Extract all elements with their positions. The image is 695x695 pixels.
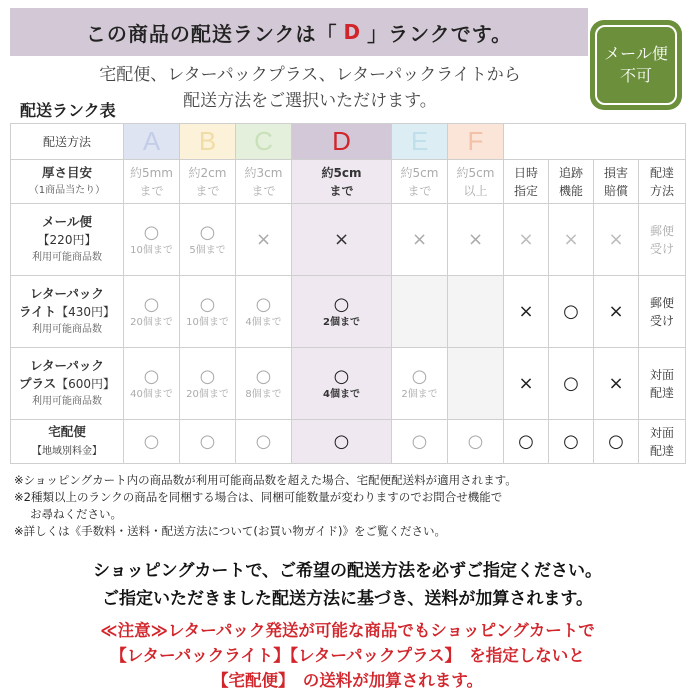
item-count: 10個まで (186, 316, 229, 328)
availability-mark: ○ (411, 430, 428, 452)
cell-c (236, 348, 292, 420)
thickness-a (124, 160, 180, 204)
badge-line1: メール便 (604, 44, 668, 63)
thickness-value: 約5cm (400, 165, 439, 180)
extra-header-l2: 機能 (558, 183, 583, 198)
thickness-value: 約5mm (129, 165, 173, 180)
row-price-line (11, 375, 123, 393)
availability-mark: ○ (143, 293, 160, 315)
row-price-prefix: ライト (18, 303, 57, 319)
rank-b-header (180, 124, 236, 160)
thickness-qualifier: まで (407, 183, 432, 198)
row-sub: 利用可能商品数 (32, 395, 102, 407)
extra-header-l2: 方法 (649, 183, 674, 198)
rank-banner-suffix: 」ランクです。 (367, 21, 513, 46)
extra-header-l2: 指定 (513, 183, 538, 198)
availability-mark: ○ (467, 430, 484, 452)
warning-line2: 【レターパックライト】【レターパックプラス】 を指定しないと (110, 646, 585, 665)
feature-mark: × (518, 372, 534, 394)
method-label: 配送方法 (42, 135, 91, 149)
availability-mark: ○ (333, 365, 350, 387)
thickness-f (448, 160, 504, 204)
availability-mark: ○ (199, 430, 216, 452)
delivery-method (639, 276, 686, 348)
item-count: 2個まで (323, 316, 360, 328)
availability-mark: ○ (143, 221, 160, 243)
warning-message (10, 618, 685, 693)
feature-mark: ○ (563, 372, 579, 394)
delivery-l1: 郵便 (649, 295, 674, 310)
extra-0 (504, 276, 549, 348)
availability-mark: ○ (255, 293, 272, 315)
feature-mark: × (608, 228, 624, 250)
delivery-l1: 対面 (649, 425, 674, 440)
row-price: 【430円】 (56, 304, 116, 319)
feature-mark: × (518, 228, 534, 250)
thickness-qualifier: まで (195, 183, 220, 198)
rank-a-header (124, 124, 180, 160)
mail-not-available-badge (590, 20, 682, 110)
row-price-prefix: プラス (18, 375, 57, 391)
thickness-sub: （1商品当たり） (28, 184, 106, 196)
cell-d (292, 276, 392, 348)
item-count: 4個まで (323, 388, 360, 400)
method-label-cell (11, 124, 124, 160)
table-title: 配送ランク表 (20, 101, 116, 120)
cell-d (292, 204, 392, 276)
cell-a (124, 204, 180, 276)
feature-mark: × (518, 300, 534, 322)
rank-banner-rank: D (343, 20, 362, 44)
delivery-l1: 郵便 (649, 223, 674, 238)
cell-b (180, 204, 236, 276)
cell-f (448, 276, 504, 348)
instruction-message (10, 557, 685, 613)
extra-header-l1: 配達 (649, 165, 674, 180)
delivery-l2: 受け (649, 313, 674, 328)
delivery-l2: 配達 (649, 443, 674, 458)
note-1: ※ショッピングカート内の商品数が利用可能商品数を超えた場合、宅配便配送料が適用されます。 (14, 473, 517, 487)
extra-header-2 (594, 160, 639, 204)
extra-1 (549, 204, 594, 276)
feature-mark: ○ (563, 300, 579, 322)
availability-mark: ○ (199, 221, 216, 243)
header-blank (504, 124, 686, 160)
instruction-line2: ご指定いただきました配送方法に基づき、送料が加算されます。 (102, 589, 593, 609)
extra-header-l1: 日時 (513, 165, 538, 180)
extra-0 (504, 420, 549, 464)
subtitle-line2: 配送方法をご選択いただけます。 (183, 91, 437, 111)
rank-letter-a: A (142, 126, 161, 156)
cell-a (124, 348, 180, 420)
cell-a (124, 276, 180, 348)
item-count: 40個まで (130, 388, 173, 400)
feature-mark: ○ (518, 430, 534, 452)
rank-f-header (448, 124, 504, 160)
row-price: 【220円】 (37, 232, 97, 247)
row-price: 【地域別料金】 (32, 445, 102, 457)
thickness-value: 約2cm (188, 165, 227, 180)
item-count: 10個まで (130, 244, 173, 256)
row-name: メール便 (42, 213, 92, 229)
delivery-method (639, 420, 686, 464)
feature-mark: × (608, 300, 624, 322)
extra-header-l1: 追跡 (558, 165, 583, 180)
extra-header-l1: 損害 (603, 165, 628, 180)
row-name: レターパック (30, 285, 104, 301)
row-label-0 (11, 204, 124, 276)
thickness-b (180, 160, 236, 204)
extra-1 (549, 420, 594, 464)
rank-letter-b: B (198, 126, 217, 156)
cell-f (448, 348, 504, 420)
cell-c (236, 204, 292, 276)
availability-mark: × (467, 228, 484, 250)
feature-mark: ○ (563, 430, 579, 452)
extra-2 (594, 420, 639, 464)
extra-2 (594, 204, 639, 276)
cell-e (392, 204, 448, 276)
delivery-l2: 配達 (649, 385, 674, 400)
delivery-l1: 対面 (649, 367, 674, 382)
feature-mark: × (563, 228, 579, 250)
availability-mark: ○ (333, 430, 350, 452)
availability-mark: ○ (411, 365, 428, 387)
cell-f (448, 204, 504, 276)
cell-b (180, 348, 236, 420)
row-name: レターパック (30, 357, 104, 373)
availability-mark: × (333, 228, 350, 250)
instruction-line1: ショッピングカートで、ご希望の配送方法を必ずご指定ください。 (93, 561, 602, 581)
subtitle (80, 62, 540, 114)
row-label-2 (11, 348, 124, 420)
feature-mark: × (608, 372, 624, 394)
note-3: ※詳しくは《手数料・送料・配送方法について(お買い物ガイド)》をご覧ください。 (14, 524, 447, 538)
row-label-1 (11, 276, 124, 348)
availability-mark: ○ (199, 293, 216, 315)
delivery-method (639, 204, 686, 276)
delivery-l2: 受け (649, 241, 674, 256)
cell-e (392, 276, 448, 348)
row-price: 【600円】 (56, 376, 116, 391)
availability-mark: × (411, 228, 428, 250)
cell-f (448, 420, 504, 464)
availability-mark: ○ (255, 365, 272, 387)
rank-banner-prefix: この商品の配送ランクは「 (85, 21, 338, 46)
availability-mark: ○ (199, 365, 216, 387)
extra-header-3 (639, 160, 686, 204)
thickness-row (11, 160, 686, 204)
thickness-d (292, 160, 392, 204)
rank-banner (10, 8, 588, 56)
extra-0 (504, 348, 549, 420)
warning-line1: ≪注意≫レターパック発送が可能な商品でもショッピングカートで (100, 621, 595, 640)
item-count: 20個まで (186, 388, 229, 400)
cell-c (236, 276, 292, 348)
feature-mark: ○ (608, 430, 624, 452)
rank-c-header (236, 124, 292, 160)
thickness-qualifier: 以上 (463, 183, 488, 198)
extra-0 (504, 204, 549, 276)
badge-line2: 不可 (619, 66, 652, 85)
thickness-c (236, 160, 292, 204)
thickness-qualifier: まで (329, 183, 354, 198)
delivery-method (639, 348, 686, 420)
table-row (11, 276, 686, 348)
extra-1 (549, 348, 594, 420)
rank-letter-c: C (254, 126, 273, 156)
cell-b (180, 276, 236, 348)
extra-2 (594, 348, 639, 420)
shipping-rank-table (10, 123, 686, 464)
extra-header-1 (549, 160, 594, 204)
note-2-cont: お尋ねください。 (30, 507, 122, 521)
rank-letter-d: D (332, 126, 351, 156)
rank-letter-e: E (410, 126, 429, 156)
thickness-label: 厚さ目安 (41, 164, 92, 180)
cell-d (292, 348, 392, 420)
cell-b (180, 420, 236, 464)
rank-d-header (292, 124, 392, 160)
thickness-label-cell (11, 160, 124, 204)
availability-mark: ○ (333, 293, 350, 315)
notes (14, 472, 684, 540)
availability-mark: × (255, 228, 272, 250)
cell-a (124, 420, 180, 464)
row-price-line (11, 231, 123, 249)
cell-e (392, 348, 448, 420)
table-header-row (11, 124, 686, 160)
warning-line3: 【宅配便】 の送料が加算されます。 (212, 671, 483, 690)
item-count: 20個まで (130, 316, 173, 328)
cell-d (292, 420, 392, 464)
availability-mark: ○ (143, 430, 160, 452)
item-count: 4個まで (245, 316, 282, 328)
table-row (11, 348, 686, 420)
rank-e-header (392, 124, 448, 160)
row-name: 宅配便 (48, 423, 86, 439)
availability-mark: ○ (255, 430, 272, 452)
cell-e (392, 420, 448, 464)
thickness-qualifier: まで (139, 183, 164, 198)
thickness-value: 約5cm (456, 165, 495, 180)
extra-2 (594, 276, 639, 348)
availability-mark: ○ (143, 365, 160, 387)
item-count: 5個まで (189, 244, 226, 256)
table-row (11, 204, 686, 276)
row-price-line (11, 303, 123, 321)
thickness-value: 約3cm (244, 165, 283, 180)
thickness-value: 約5cm (321, 165, 362, 180)
row-sub: 利用可能商品数 (32, 323, 102, 335)
extra-header-0 (504, 160, 549, 204)
thickness-e (392, 160, 448, 204)
extra-header-l2: 賠償 (603, 183, 628, 198)
table-row (11, 420, 686, 464)
row-sub: 利用可能商品数 (32, 251, 102, 263)
item-count: 8個まで (245, 388, 282, 400)
subtitle-line1: 宅配便、レターパックプラス、レターパックライトから (99, 65, 521, 85)
cell-c (236, 420, 292, 464)
note-2: ※2種類以上のランクの商品を同梱する場合は、同梱可能数量が変わりますのでお問合せ機能で (14, 490, 503, 504)
extra-1 (549, 276, 594, 348)
rank-letter-f: F (467, 126, 484, 156)
thickness-qualifier: まで (251, 183, 276, 198)
item-count: 2個まで (401, 388, 438, 400)
row-price-line (11, 441, 123, 461)
row-label-3 (11, 420, 124, 464)
